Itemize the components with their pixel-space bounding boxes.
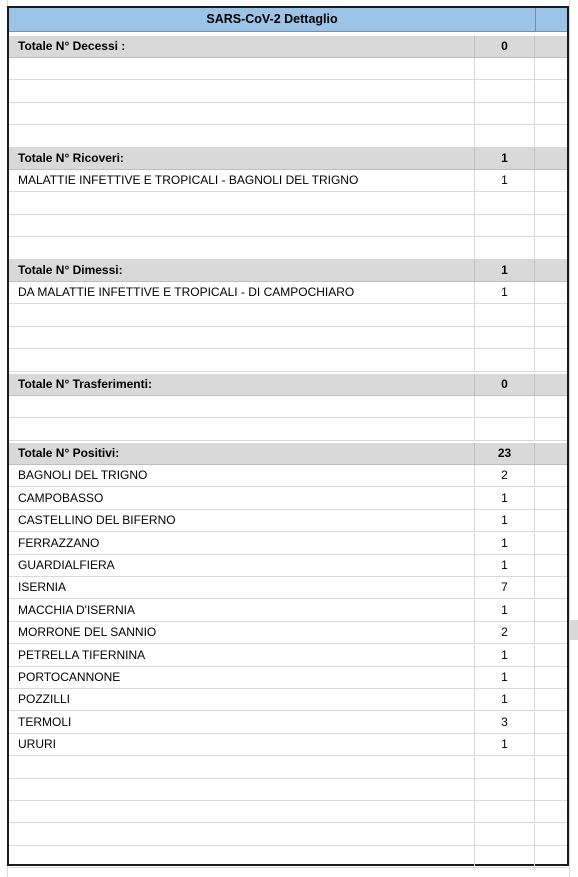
empty-cell (535, 533, 567, 554)
row-label: PETRELLA TIFERNINA (9, 645, 475, 666)
row-label: ISERNIA (9, 577, 475, 598)
empty-cell (535, 779, 567, 800)
empty-cell (535, 238, 567, 259)
section-header-row[interactable] (9, 148, 567, 170)
table-row[interactable] (9, 577, 567, 599)
empty-row[interactable] (9, 327, 567, 349)
row-value: 1 (475, 689, 535, 710)
section-label: Totale N° Trasferimenti: (9, 374, 475, 395)
row-label: MACCHIA D'ISERNIA (9, 600, 475, 621)
section-header-row[interactable] (9, 260, 567, 282)
section-header-row[interactable] (9, 374, 567, 396)
table-row[interactable] (9, 689, 567, 711)
empty-row[interactable] (9, 58, 567, 80)
empty-cell (535, 396, 567, 417)
empty-cell (535, 801, 567, 822)
empty-row[interactable] (9, 801, 567, 823)
table-row[interactable] (9, 555, 567, 577)
empty-cell (475, 327, 535, 348)
empty-row[interactable] (9, 757, 567, 779)
empty-cell (475, 193, 535, 214)
table-title: SARS-CoV-2 Dettaglio (9, 8, 536, 31)
row-value: 1 (475, 600, 535, 621)
row-value: 2 (475, 622, 535, 643)
empty-row[interactable] (9, 193, 567, 215)
section-label: Totale N° Dimessi: (9, 260, 475, 281)
empty-cell (9, 193, 475, 214)
empty-cell (475, 215, 535, 236)
empty-cell (475, 103, 535, 124)
table-row[interactable] (9, 533, 567, 555)
empty-cell (9, 779, 475, 800)
empty-cell (9, 327, 475, 348)
empty-cell (9, 396, 475, 417)
empty-row[interactable] (9, 824, 567, 846)
empty-cell (535, 103, 567, 124)
row-label: URURI (9, 734, 475, 755)
empty-cell (9, 757, 475, 778)
empty-cell (535, 419, 567, 440)
empty-cell (475, 81, 535, 102)
row-label: DA MALATTIE INFETTIVE E TROPICALI - DI CAMPOCHIARO (9, 282, 475, 303)
empty-row[interactable] (9, 419, 567, 441)
empty-cell (475, 824, 535, 845)
row-value: 1 (475, 555, 535, 576)
empty-cell (535, 488, 567, 509)
row-value: 3 (475, 712, 535, 733)
empty-cell (475, 846, 535, 867)
empty-row[interactable] (9, 215, 567, 237)
table-row[interactable] (9, 465, 567, 487)
row-value: 1 (475, 734, 535, 755)
empty-row[interactable] (9, 396, 567, 418)
empty-row[interactable] (9, 81, 567, 103)
row-label: BAGNOLI DEL TRIGNO (9, 465, 475, 486)
empty-cell (535, 350, 567, 371)
row-label: FERRAZZANO (9, 533, 475, 554)
empty-cell (535, 824, 567, 845)
row-value: 1 (475, 170, 535, 191)
row-label: MORRONE DEL SANNIO (9, 622, 475, 643)
empty-cell (535, 126, 567, 147)
section-total: 1 (475, 148, 535, 169)
empty-cell (535, 374, 567, 395)
empty-cell (9, 824, 475, 845)
section-header-row[interactable] (9, 443, 567, 465)
empty-cell (535, 327, 567, 348)
empty-cell (475, 238, 535, 259)
empty-cell (535, 510, 567, 531)
empty-cell (535, 81, 567, 102)
empty-cell (535, 645, 567, 666)
row-value: 1 (475, 488, 535, 509)
empty-cell (475, 350, 535, 371)
empty-cell (535, 305, 567, 326)
row-value: 2 (475, 465, 535, 486)
table-row[interactable] (9, 622, 567, 644)
empty-cell (535, 58, 567, 79)
empty-row[interactable] (9, 350, 567, 372)
empty-cell (535, 148, 567, 169)
row-label: CAMPOBASSO (9, 488, 475, 509)
empty-cell (9, 846, 475, 867)
row-value: 1 (475, 533, 535, 554)
row-label: POZZILLI (9, 689, 475, 710)
empty-cell (475, 396, 535, 417)
empty-cell (535, 193, 567, 214)
row-value: 1 (475, 645, 535, 666)
section-total: 23 (475, 443, 535, 464)
empty-row[interactable] (9, 779, 567, 801)
row-label: TERMOLI (9, 712, 475, 733)
empty-cell (475, 126, 535, 147)
empty-row[interactable] (9, 846, 567, 868)
empty-cell (475, 801, 535, 822)
empty-cell (535, 36, 567, 57)
empty-cell (535, 170, 567, 191)
empty-cell (9, 801, 475, 822)
row-value: 7 (475, 577, 535, 598)
empty-cell (535, 734, 567, 755)
right-column-strip (569, 0, 578, 877)
row-label: PORTOCANNONE (9, 667, 475, 688)
empty-cell (535, 846, 567, 867)
empty-cell (535, 215, 567, 236)
empty-row[interactable] (9, 103, 567, 125)
section-label: Totale N° Decessi : (9, 36, 475, 57)
table-row[interactable] (9, 667, 567, 689)
empty-row[interactable] (9, 305, 567, 327)
section-header-row[interactable] (9, 36, 567, 58)
empty-cell (535, 757, 567, 778)
empty-cell (9, 58, 475, 79)
table-row[interactable] (9, 645, 567, 667)
table-row[interactable] (9, 488, 567, 510)
empty-cell (9, 103, 475, 124)
section-label: Totale N° Ricoveri: (9, 148, 475, 169)
empty-cell (535, 622, 567, 643)
empty-cell (535, 600, 567, 621)
empty-cell (9, 419, 475, 440)
table-header (9, 8, 567, 32)
row-value: 1 (475, 667, 535, 688)
empty-cell (475, 757, 535, 778)
empty-cell (475, 779, 535, 800)
empty-cell (535, 555, 567, 576)
table-row[interactable] (9, 712, 567, 734)
cell-marker (569, 620, 578, 640)
table-row[interactable] (9, 510, 567, 532)
empty-cell (9, 81, 475, 102)
section-total: 1 (475, 260, 535, 281)
empty-cell (535, 282, 567, 303)
empty-cell (9, 126, 475, 147)
section-total: 0 (475, 374, 535, 395)
empty-cell (475, 419, 535, 440)
table-row[interactable] (9, 734, 567, 756)
empty-cell (535, 689, 567, 710)
table-row[interactable] (9, 170, 567, 192)
empty-row[interactable] (9, 238, 567, 260)
table-row[interactable] (9, 600, 567, 622)
empty-cell (535, 712, 567, 733)
empty-cell (9, 305, 475, 326)
empty-cell (9, 350, 475, 371)
empty-cell (475, 58, 535, 79)
empty-cell (535, 443, 567, 464)
empty-cell (9, 215, 475, 236)
empty-cell (9, 238, 475, 259)
row-label: CASTELLINO DEL BIFERNO (9, 510, 475, 531)
table-row[interactable] (9, 282, 567, 304)
row-value: 1 (475, 282, 535, 303)
empty-cell (535, 465, 567, 486)
empty-cell (535, 260, 567, 281)
row-value: 1 (475, 510, 535, 531)
empty-cell (535, 667, 567, 688)
empty-cell (535, 577, 567, 598)
row-label: MALATTIE INFETTIVE E TROPICALI - BAGNOLI DEL TRIGNO (9, 170, 475, 191)
section-label: Totale N° Positivi: (9, 443, 475, 464)
empty-cell (475, 305, 535, 326)
empty-row[interactable] (9, 126, 567, 148)
section-total: 0 (475, 36, 535, 57)
row-label: GUARDIALFIERA (9, 555, 475, 576)
